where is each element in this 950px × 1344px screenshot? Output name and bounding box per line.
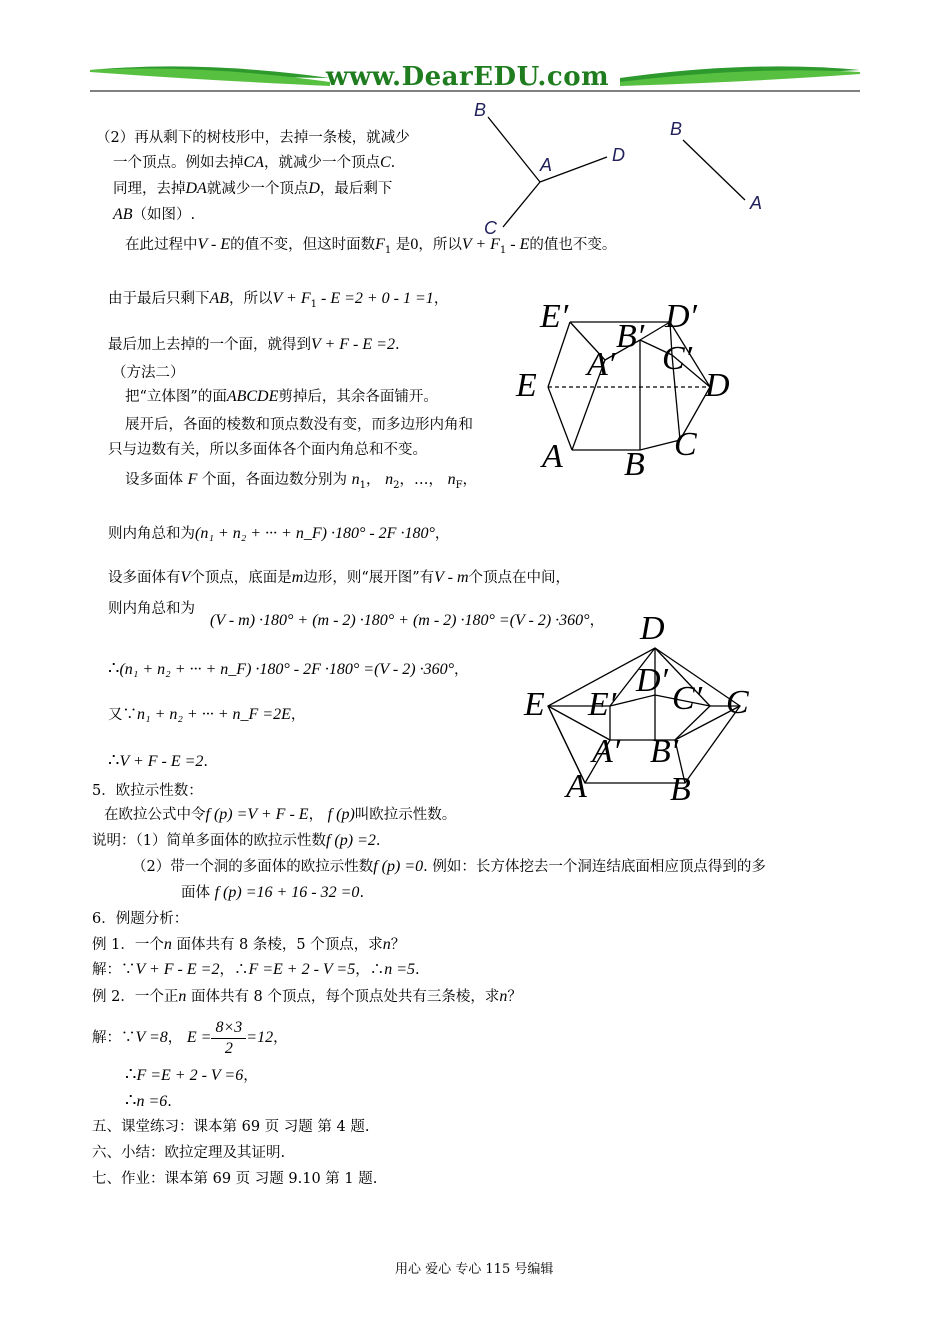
solid-label-d: D — [705, 367, 730, 404]
segment-figure — [683, 140, 745, 200]
method2-line10: ∴V + F - E =2. — [108, 750, 209, 771]
net-label-d1: D′ — [636, 662, 668, 699]
p1-line1: （2）再从剩下的树枝形中，去掉一条棱，就减少 — [96, 130, 410, 146]
sec5-line3: （2）带一个洞的多面体的欧拉示性数f (p) =0. 例如：长方体挖去一个洞连结底面相应顶点得到的多 — [132, 858, 766, 875]
net-label-a1: A′ — [592, 733, 621, 770]
solution2-step3: ∴n =6. — [125, 1090, 172, 1111]
sec5-line1: 在欧拉公式中令f (p) =V + F - E， f (p)叫欧拉示性数。 — [104, 806, 457, 823]
p4-line: 最后加上去掉的一个面，就得到V + F - E =2. — [108, 336, 400, 353]
solid-label-e: E — [516, 367, 537, 404]
method2-line5: 则内角总和为(n₁ + n₂ + ··· + n_F) ·180° - 2F ·180°， — [108, 525, 450, 542]
tree-label-c: C — [484, 218, 497, 238]
solid-label-c1: C′ — [662, 340, 693, 377]
section-summary: 六、小结：欧拉定理及其证明. — [92, 1145, 286, 1161]
method2-line8: ∴(n₁ + n₂ + ··· + n_F) ·180° - 2F ·180° =(V - 2) ·360°， — [108, 658, 469, 679]
solid-label-a1: A′ — [587, 346, 616, 383]
site-logo: www.DearEDU.com — [326, 62, 610, 92]
method2-line7-formula: (V - m) ·180° + (m - 2) ·180° + (m - 2) ·180° =(V - 2) ·360°， — [210, 612, 605, 629]
sec5-title: 5．欧拉示性数： — [92, 783, 203, 799]
solution2-step2: ∴F =E + 2 - V =6， — [125, 1064, 258, 1085]
method2-line9: 又∵n₁ + n₂ + ··· + n_F =2E， — [108, 706, 306, 723]
example2: 例 2．一个正n 面体共有 8 个顶点，每个顶点处共有三条棱，求n？ — [92, 988, 522, 1005]
section-practice: 五、课堂练习：课本第 69 页 习题 第 4 题. — [92, 1119, 370, 1135]
solution2: 解：∵ V =8 ， E = $\frac{8\times 3}{2}$ =12 ， — [92, 1018, 288, 1057]
solution1: 解：∵V + F - E =2，∴F =E + 2 - V =5，∴n =5. — [92, 961, 420, 978]
solid-label-b1: B′ — [616, 318, 645, 355]
method2-line2: 展开后，各面的棱数和顶点数没有变，而多边形内角和 — [125, 417, 473, 433]
solid-label-b: B — [624, 446, 645, 483]
net-label-c1: C′ — [672, 680, 703, 717]
page-footer: 用心 爱心 专心 115 号编辑 — [395, 1262, 554, 1277]
solid-label-c: C — [674, 426, 697, 463]
method2-line3: 只与边数有关，所以多面体各个面内角总和不变。 — [108, 442, 427, 458]
net-label-e1: E′ — [588, 686, 617, 723]
seg-label-b: B — [670, 119, 683, 139]
method2-line6: 设多面体有V个顶点，底面是m边形，则“展开图”有V - m个顶点在中间， — [108, 569, 571, 586]
fraction: $\frac{8\times 3}{2}$ — [211, 1018, 246, 1059]
seg-label-a: A — [750, 193, 763, 213]
sec6-title: 6．例题分析： — [92, 911, 189, 927]
method2-line4: 设多面体 F 个面，各面边数分别为 $n_1$， $n_2$，…， $n_F$， — [125, 471, 478, 491]
tree-label-d: D — [612, 145, 625, 165]
p1-line4: AB（如图）. — [113, 206, 196, 223]
net-label-c: C — [726, 684, 749, 721]
solid-label-a: A — [542, 438, 563, 475]
net-label-a: A — [566, 768, 587, 805]
p1-line2: 一个顶点。例如去掉CA，就减少一个顶点C. — [113, 154, 396, 171]
p1-line3: 同理，去掉DA就减少一个顶点D，最后剩下 — [113, 180, 393, 197]
tree-label-a: A — [540, 155, 553, 175]
net-label-b: B — [670, 771, 691, 808]
method2-line1: 把“立体图”的面ABCDE剪掉后，其余各面铺开。 — [125, 388, 438, 405]
solid-label-d1: D′ — [665, 298, 697, 335]
method2-line7: 则内角总和为 — [108, 601, 195, 617]
p3-line: 由于最后只剩下AB，所以$V + F_1 - E =2 + 0 - 1 =1$， — [108, 290, 449, 310]
sec5-line2: 说明：（1）简单多面体的欧拉示性数f (p) =2. — [92, 832, 381, 849]
net-label-d: D — [640, 610, 665, 647]
solid-label-e1: E′ — [540, 298, 569, 335]
tree-label-b: B — [474, 100, 487, 120]
example1: 例 1．一个n 面体共有 8 条棱，5 个顶点，求n？ — [92, 936, 406, 953]
section-homework: 七、作业：课本第 69 页 习题 9.10 第 1 题. — [92, 1171, 378, 1187]
sec5-line4: 面体 f (p) =16 + 16 - 32 =0. — [181, 884, 365, 901]
method2-title: （方法二） — [112, 365, 185, 381]
p2-line: 在此过程中V - E的值不变，但这时面数$F_1$ 是0，所以$V + F_1 - E$的值也不变。 — [125, 236, 617, 256]
net-label-e: E — [524, 686, 545, 723]
net-label-b1: B′ — [650, 733, 679, 770]
